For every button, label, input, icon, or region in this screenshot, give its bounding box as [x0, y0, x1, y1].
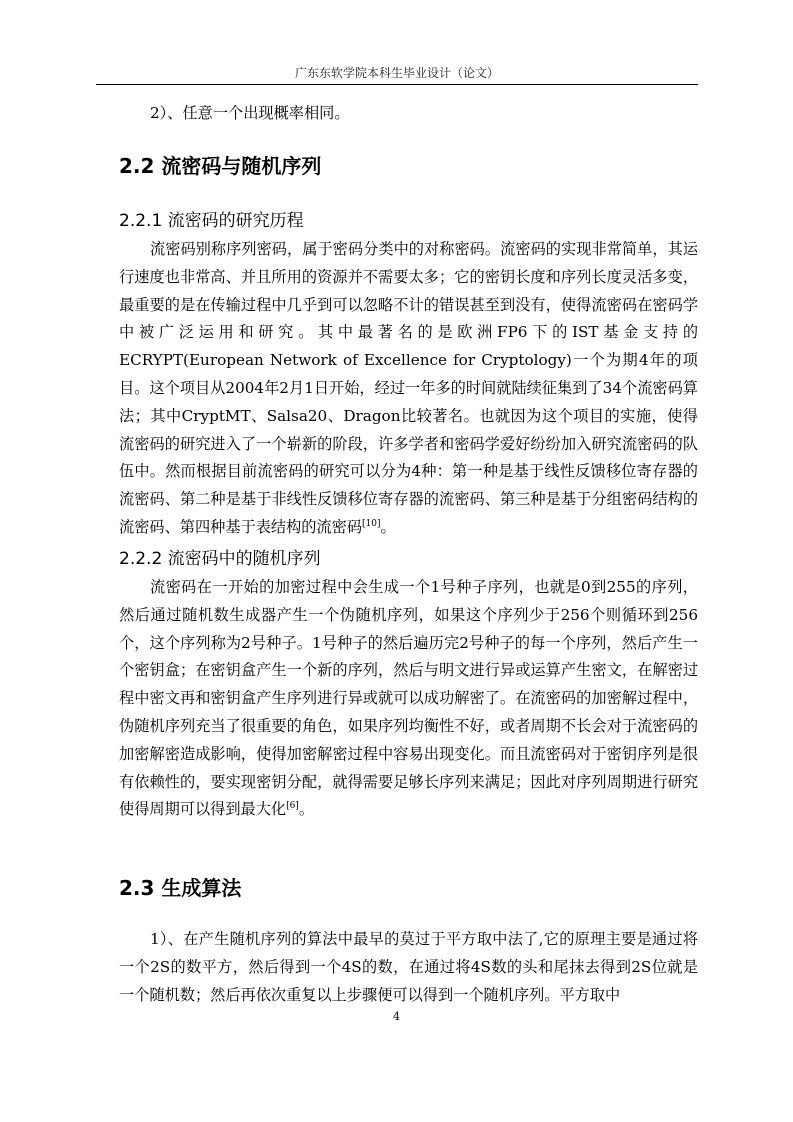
- paragraph-2-2-1-end: 。: [380, 517, 396, 536]
- page-header: 广东东软学院本科生毕业设计（论文）: [294, 66, 499, 80]
- page-number: 4: [393, 1010, 400, 1023]
- subsection-heading-2-2-2: 2.2.2 流密码中的随机序列: [119, 549, 321, 569]
- paragraph-2-2-1: [119, 236, 698, 542]
- paragraph-2-2-2-end: 。: [298, 800, 314, 819]
- citation-10: [10]: [362, 518, 381, 529]
- section-heading-2-2: 2.2 流密码与随机序列: [119, 154, 322, 178]
- subsection-heading-2-2-1: 2.2.1 流密码的研究历程: [119, 211, 304, 231]
- list-item-2: 2）、任意一个出现概率相同。: [150, 104, 350, 122]
- section-heading-2-3: 2.3 生成算法: [119, 876, 242, 900]
- header-rule: [96, 84, 698, 85]
- paragraph-2-2-2: [119, 574, 698, 824]
- paragraph-2-2-1-text: 流密码别称序列密码，属于密码分类中的对称密码。流密码的实现非常简单，其运行速度也非常高、并且所用的资源并不需要太多；它的密钥长度和序列长度灵活多变，最重要的是在传输过程中几乎到可以忽略不计的错误甚至到没有，使得流密码在密码学中被广泛运用和研究。其中最著名的是欧洲FP6下的IST基金支持的ECRYPT(European Network of Excellence for Cryptology)一个为期4年的项目。这个项目从2004年2月1日开始，经过一年多的时间就陆续征集到了34个流密码算法；其中CryptMT、Salsa20、Dragon比较著名。也就因为这个项目的实施，使得流密码的研究进入了一个崭新的阶段，许多学者和密码学爱好纷纷加入研究流密码的队伍中。然而根据目前流密码的研究可以分为4种：第一种是基于线性反馈移位寄存器的流密码、第二种是基于非线性反馈移位寄存器的流密码、第三种是基于分组密码结构的流密码、第四种基于表结构的流密码: [119, 240, 698, 536]
- paragraph-2-2-2-text: 流密码在一开始的加密过程中会生成一个1号种子序列，也就是0到255的序列，然后通过随机数生成器产生一个伪随机序列，如果这个序列少于256个则循环到256个，这个序列称为2号种子。1号种子的然后遍历完2号种子的每一个序列，然后产生一个密钥盒；在密钥盒产生一个新的序列，然后与明文进行异或运算产生密文，在解密过程中密文再和密钥盒产生序列进行异或就可以成功解密了。在流密码的加密解过程中，伪随机序列充当了很重要的角色，如果序列均衡性不好，或者周期不长会对于流密码的加密解密造成影响，使得加密解密过程中容易出现变化。而且流密码对于密钥序列是很有依赖性的，要实现密钥分配，就得需要足够长序列来满足；因此对序列周期进行研究使得周期可以得到最大化: [119, 578, 698, 819]
- citation-6: [6]: [286, 801, 299, 812]
- paragraph-2-3: 1）、在产生随机序列的算法中最早的莫过于平方取中法了,它的原理主要是通过将一个2S的数平方，然后得到一个4S的数，在通过将4S数的头和尾抹去得到2S位就是一个随机数；然后再依次重复以上步骤便可以得到一个随机序列。平方取中: [119, 930, 698, 1004]
